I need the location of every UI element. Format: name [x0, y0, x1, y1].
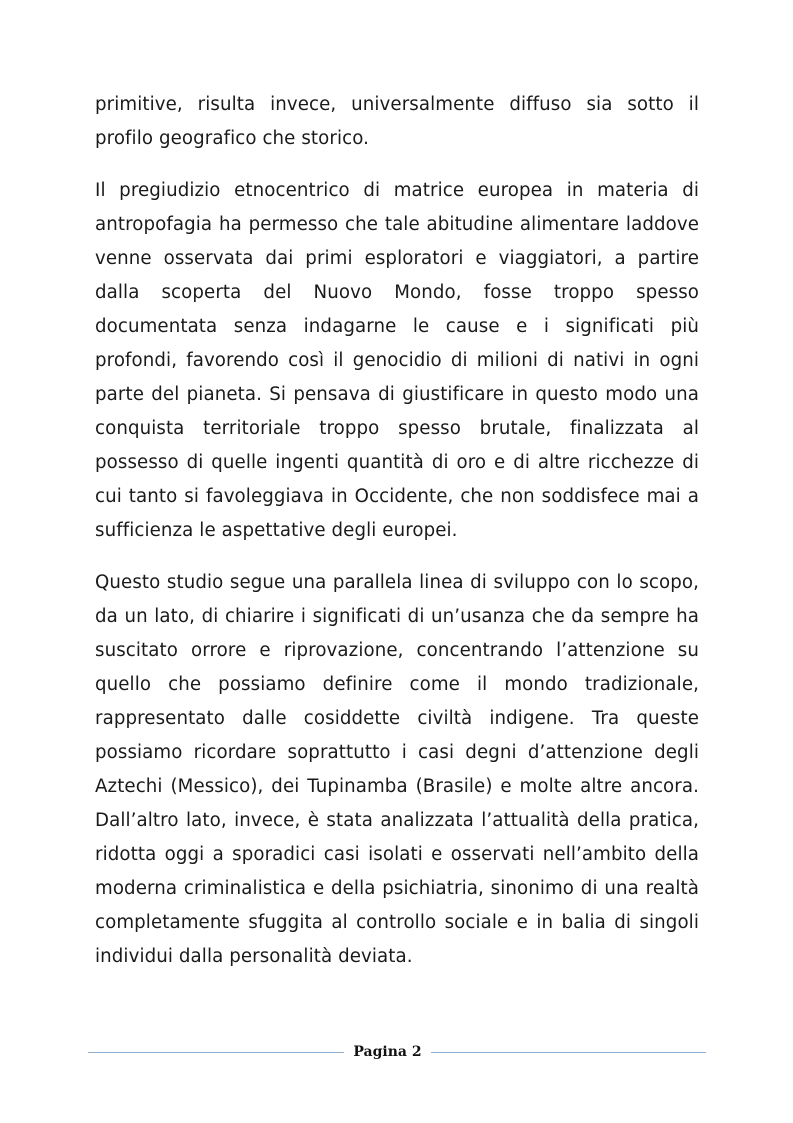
- body-paragraph: primitive, risulta invece, universalmente diffuso sia sotto il profilo geografico che storico.: [95, 94, 699, 149]
- footer-rule-left: [88, 1052, 344, 1053]
- page-footer: [88, 1040, 706, 1064]
- footer-rule-right: [431, 1052, 706, 1053]
- page-number: Pagina 2: [353, 1044, 422, 1060]
- page-body: [95, 88, 699, 992]
- body-paragraph: Questo studio segue una parallela linea di sviluppo con lo scopo, da un lato, di chiarire i significati di un’usanza che da sempre ha suscitato orrore e riprovazione, concentrando l’attenzione su quello che possiamo definire come il mondo tradizionale, rappresentato dalle cosiddette civiltà indigene. Tra queste possiamo ricordare soprattutto i casi degni d’attenzione degli Aztechi (Messico), dei Tupinamba (Brasile) e molte altre ancora. Dall’altro lato, invece, è stata analizzata l’attualità della pratica, ridotta oggi a sporadici casi isolati e osservati nell’ambito della moderna criminalistica e della psichiatria, sinonimo di una realtà completamente sfuggita al controllo sociale e in balia di singoli individui dalla personalità deviata.: [95, 572, 699, 967]
- body-paragraph: Il pregiudizio etnocentrico di matrice europea in materia di antropofagia ha permesso che tale abitudine alimentare laddove venne osservata dai primi esploratori e viaggiatori, a partire dalla scoperta del Nuovo Mondo, fosse troppo spesso documentata senza indagarne le cause e i significati più profondi, favorendo così il genocidio di milioni di nativi in ogni parte del pianeta. Si pensava di giustificare in questo modo una conquista territoriale troppo spesso brutale, finalizzata al possesso di quelle ingenti quantità di oro e di altre ricchezze di cui tanto si favoleggiava in Occidente, che non soddisfece mai a sufficienza le aspettative degli europei.: [95, 180, 699, 541]
